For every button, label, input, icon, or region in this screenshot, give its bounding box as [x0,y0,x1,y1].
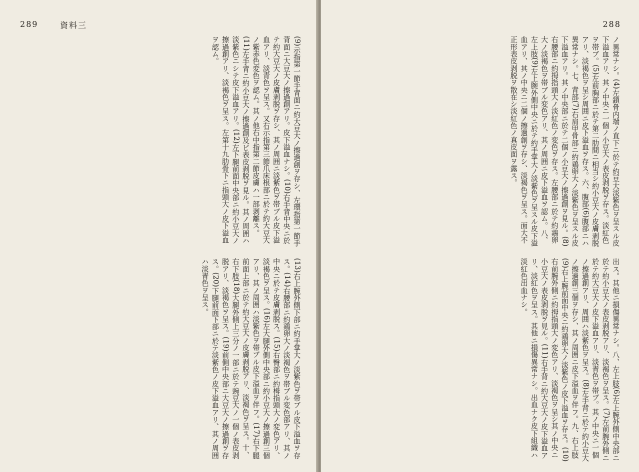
page-number: 288 [602,20,621,29]
upper-text-block [16,36,302,248]
left-page [0,0,318,472]
page-number: 289 [20,20,39,29]
lower-text-block [335,258,621,463]
upper-text-block [335,36,621,248]
right-page [321,0,639,472]
upper-text: ノ異常ナシ。(4)左鎖骨内端ノ直下ニ於テ約豆大淡紫色ヲ呈スル皮下溢血アリ、其ノ中央ニ一個ノ小豆大ノ表皮剥脱ヲ存ス。淡紅色ヲ帯ブ。(5)左前胸部ニ於テ第二肋間ニ相当シ約小豆大ノ皮膚剥脱アリ、淡褐色ヲ呈シ周囲ニ皮下溢血ヲ存ス。六、腹部(6)腹部ニハ異常ナシ。七、背部(7)右肩甲骨部ニ約鶏卵大ノ淡紫色ヲ呈スル皮下溢血アリ。其ノ中央部ニ於テ二個ノ小豆大ノ擦過創ヲ見ル。(8)右腰部ニ約拇指頭大ノ淡紅色ノ変色ヲ存ス。左腰部ニ於テ約鶏卵大ノ淡褐色ヲ帯ブル変色アリ、其ノ周囲ニ皮下溢血ヲ認ム。八、左上肢(9)左上腕外側中央ニ於テ約手掌大ノ淡紫色ヲ呈スル皮下溢血アリ、其ノ中央ニ二個ノ擦過創ヲ存シ、淡褐色ヲ呈ス。面大不正形表皮剥脱ヲ散在シ淡紅色ノ真皮面ヲ露ス。 [509,36,621,247]
upper-text: (9)示指第一節手背面ニ約大豆大ノ擦過創ヲ存シ、左環指第一節手背面ニ大豆大ノ擦過創アリ。皮下溢血ナシ。(10)右手背中央ニ於テ約大豆大ノ皮膚剥脱ヲ存シ、其ノ周囲ニ淡紫色ヲ帯ブル皮下溢血アリ、淡青色ヲ呈ス。又右示指第三節爪床根部ニ於テ約大豆大ノ紫赤色変色ヲ認ム。其ノ他右中指第二節皮膚ハ一部剥離ス。(11)左手背ニ約小豆大ノ擦過創及ビ表皮剥脱ヲ見ル。其ノ周囲ハ淡紫色ニシテ皮下溢血アリ。(12)左下腿前面中央部ニ約小豆大ノ擦過創アリ、淡褐色ヲ呈ス。左第十九肋骨下ニ指頭大ノ皮下溢血ヲ認ム。 [211,36,302,247]
lower-text: (13)右上腕外側下部ニ約手掌大ノ淡紫色ヲ帯ブル皮下溢血ヲ存ス。(14)右腰部ニ約鶏卵大ノ淡褐色ヲ帯ブル変色部アリ、其ノ中央ニ於テ皮膚剥脱ス。(15)右臀部ニ約栂指頭大ノ変色アリ、淡褐色ヲ呈ス。(16)左大腿外側中央部ニ約小豆大ノ擦過創三個アリ、其ノ周囲ハ淡紫色ヲ帯ブル皮下溢血ヲ伴フ。(17)右下腿前面上部ニ於テ約大豆大ノ皮膚剥脱アリ、淡褐色ヲ呈ス。十、右下肢(18)大腿外側上三分ノ一部ニ於テ豌豆大ノ一個ノ表皮剥脱アリ、淡褐色ヲ呈ス。(19)前側中央部ニ大豆大ノ擦過創ヲ存ス。(20)下腿前面下部ニ於テ淡紫色ノ皮下溢血アリ、其ノ周囲ハ淡青色ヲ呈ス。 [201,258,302,459]
lower-text: 出ス。其他ニ損傷異常ナシ。八、左上肢(6)左上腕外側中央部ニ於テ約小豆大ノ表皮剥脱アリ、淡褐色ヲ呈ス。(7)左前腕外側ニ於テ約大豆大ノ皮下溢血アリ、淡青色ヲ帯ブ。其ノ中央ニ一個ノ擦過創アリ、周囲ハ淡紫色ヲ呈ス。(8)左手背ニ於テ約小豆大ノ擦過創三個ヲ存シ、其ノ周囲ニ皮下溢血ヲ伴フ。九、右上肢(9)右上腕前面中央ニ約鶏卵大ノ淡紫色ノ皮下溢血ヲ存ス。(10)右前腕外側ニ約拇指頭大ノ変色アリ、淡褐色ヲ呈シ其ノ中央ニ小豆大ノ表皮剥脱ヲ見ル。(11)右手背ニ約大豆大ノ皮下溢血アリ、淡紅色ヲ呈ス。其他ニ損傷異常ナシ。出血ナク皮下組織ハ淡紅色出血ナシ。 [520,258,621,462]
section-title: 資料三 [60,21,87,30]
lower-text-block [16,258,302,463]
